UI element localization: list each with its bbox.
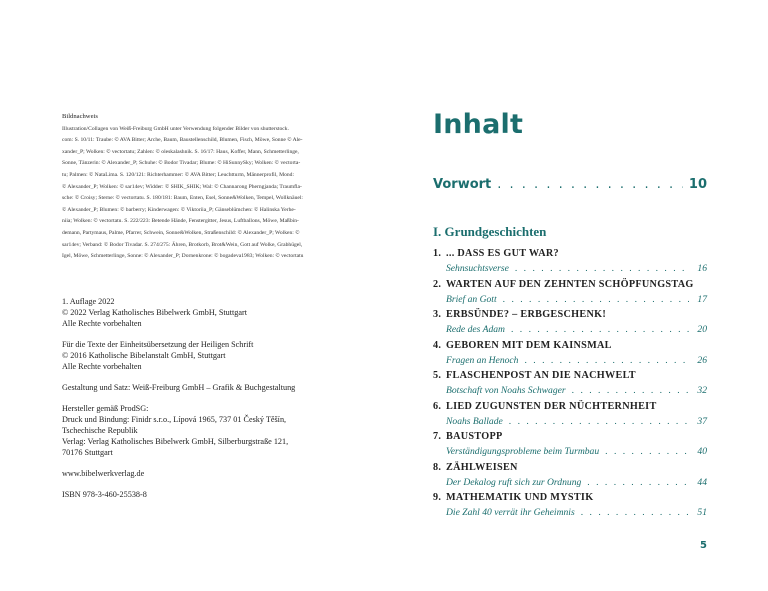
chapter-number: 4. — [433, 339, 442, 351]
imprint-block — [62, 403, 362, 458]
chapter-number: 9. — [433, 492, 442, 503]
credits-line: Illustration/Collagen von Weiß-Freiburg GmbH unter Verwendung folgender Bilder von shutterstock. — [62, 125, 289, 132]
chapter-heading — [433, 490, 707, 505]
subchapter-line — [433, 261, 707, 276]
chapter-title: BAUSTOPP — [446, 431, 503, 442]
subchapter-page: 51 — [697, 507, 707, 518]
leader-dots — [515, 261, 689, 276]
imprint-line: 1. Auflage 2022 — [62, 297, 115, 306]
toc-entry — [433, 277, 707, 308]
right-page — [384, 0, 768, 591]
subchapter-title: Sehnsuchtsverse — [446, 263, 509, 274]
toc-entry — [433, 368, 707, 399]
toc-list — [433, 246, 707, 521]
chapter-title: GEBOREN MIT DEM KAINSMAL — [446, 339, 612, 351]
subchapter-page: 26 — [697, 354, 707, 366]
credits-line: sche: © Croisy; Sterne: © vectortatu. S. 180/181: Baum, Enten, Esel, Sonne&Wolken, Tempel, Wollknäuel: — [62, 195, 303, 202]
subchapter-page: 20 — [697, 324, 707, 335]
subchapter-page: 16 — [697, 263, 707, 274]
imprint-line: Gestaltung und Satz: Weiß-Freiburg GmbH – Grafik & Buchgestaltung — [62, 383, 296, 392]
imprint-line: © 2022 Verlag Katholisches Bibelwerk GmbH, Stuttgart — [62, 308, 248, 317]
imprint-line: ISBN 978-3-460-25538-8 — [62, 490, 147, 499]
leader-dots — [605, 444, 689, 459]
imprint-line: Alle Rechte vorbehalten — [62, 319, 142, 328]
imprint-line: Alle Rechte vorbehalten — [62, 362, 142, 371]
subchapter-line — [433, 353, 707, 368]
leader-dots — [503, 292, 689, 307]
imprint-line: www.bibelwerkverlag.de — [62, 469, 145, 478]
chapter-number: 2. — [433, 278, 442, 290]
toc-entry — [433, 307, 707, 338]
subchapter-line — [433, 444, 707, 459]
imprint-block — [62, 339, 362, 372]
vorwort-page: 10 — [688, 177, 707, 192]
credits-line: © Alexander_P; Wolken: © sar14ev; Widder: © SHIK_SHIK; Wal: © Channarong Pherngjanda; Traumfla- — [62, 183, 302, 190]
subchapter-line — [433, 292, 707, 307]
credits-line: niia; Wolken: © vectortatu. S. 222/223: Betende Hände, Fenstergitter, Jesus, Luftballons, Möwe, Maßbin- — [62, 218, 299, 225]
credits-text — [62, 124, 340, 263]
leader-dots — [497, 177, 683, 192]
subchapter-page: 37 — [697, 415, 707, 427]
toc-entry — [433, 246, 707, 277]
imprint — [62, 296, 362, 510]
chapter-heading — [433, 246, 707, 261]
subchapter-title: Rede des Adam — [446, 324, 505, 335]
credits-line: Sonne, Tänzerin: © Alexander_P; Schuhe: © Bodor Tivadar; Blume: © HiSunnySky; Wolken: © vectorta- — [62, 160, 301, 167]
imprint-line: © 2016 Katholische Bibelanstalt GmbH, Stuttgart — [62, 351, 226, 360]
credits-line: demann, Partymaus, Palme, Pfarrer, Schwein, Sonne&Wolken, Straßenschild: © Alexander_P; Wolken: © — [62, 229, 300, 236]
chapter-title: ERBSÜNDE? – ERBGESCHENK! — [446, 309, 607, 320]
subchapter-title: Fragen an Henoch — [446, 354, 519, 366]
subchapter-title: Brief an Gott — [446, 293, 497, 305]
imprint-line: Tschechische Republik — [62, 426, 138, 435]
imprint-block — [62, 296, 362, 329]
subchapter-line — [433, 475, 707, 490]
imprint-block — [62, 382, 362, 393]
imprint-block — [62, 468, 362, 479]
chapter-number: 5. — [433, 370, 442, 381]
toc-entry — [433, 399, 707, 430]
credits-line: Igel, Möwe, Schmetterlinge, Sonne: © Alexander_P; Dornenkrone: © bogadeva1983; Wolken: © vectortatu — [62, 253, 304, 260]
chapter-number: 3. — [433, 309, 442, 320]
chapter-title: MATHEMATIK UND MYSTIK — [446, 492, 594, 503]
credits-line: xander_P; Wolken: © vectortatu; Zahlen: © oleskalashnik. S. 16/17: Haus, Koffer, Mann, Schmetterlinge, — [62, 148, 299, 155]
subchapter-title: Botschaft von Noahs Schwager — [446, 385, 566, 396]
chapter-title: WARTEN AUF DEN ZEHNTEN SCHÖPFUNGSTAG — [446, 278, 694, 290]
subchapter-page: 32 — [697, 385, 707, 396]
subchapter-line — [433, 383, 707, 398]
chapter-heading — [433, 277, 707, 292]
subchapter-line — [433, 505, 707, 520]
chapter-number: 6. — [433, 400, 442, 412]
toc-entry — [433, 460, 707, 491]
chapter-number: 7. — [433, 431, 442, 442]
credits-line: tu; Palmen: © NataLima. S. 120/121: Richterhammer: © AVA Bitter; Leuchtturm, Männerprofil, Mond: — [62, 171, 295, 178]
chapter-title: FLASCHENPOST AN DIE NACHWELT — [446, 370, 636, 381]
leader-dots — [509, 414, 689, 429]
subchapter-line — [433, 414, 707, 429]
leader-dots — [511, 322, 689, 337]
toc-entry — [433, 338, 707, 369]
subchapter-title: Noahs Ballade — [446, 415, 503, 427]
subchapter-page: 17 — [697, 293, 707, 305]
chapter-number: 1. — [433, 248, 442, 259]
chapter-title: ... DASS ES GUT WAR? — [446, 248, 559, 259]
toc-title: Inhalt — [433, 109, 524, 140]
chapter-heading — [433, 429, 707, 444]
chapter-heading — [433, 399, 707, 414]
subchapter-title: Die Zahl 40 verrät ihr Geheimnis — [446, 507, 575, 518]
subchapter-title: Der Dekalog ruft sich zur Ordnung — [446, 476, 582, 488]
leader-dots — [587, 475, 689, 490]
imprint-line: Verlag: Verlag Katholisches Bibelwerk GmbH, Silberburgstraße 121, — [62, 437, 289, 446]
vorwort-label: Vorwort — [433, 177, 492, 192]
imprint-line: 70176 Stuttgart — [62, 448, 113, 457]
image-credits — [62, 111, 340, 263]
toc-entry-vorwort — [433, 177, 707, 192]
imprint-line: Druck und Bindung: Finidr s.r.o., Lípová 1965, 737 01 Český Těšín, — [62, 415, 287, 424]
subchapter-page: 44 — [697, 476, 707, 488]
chapter-number: 8. — [433, 461, 442, 473]
toc-entry — [433, 490, 707, 521]
chapter-heading — [433, 338, 707, 353]
imprint-line: Für die Texte der Einheitsübersetzung der Heiligen Schrift — [62, 340, 254, 349]
leader-dots — [572, 383, 689, 398]
subchapter-line — [433, 322, 707, 337]
chapter-title: LIED ZUGUNSTEN DER NÜCHTERNHEIT — [446, 400, 657, 412]
credits-line: © Alexander_P; Blumen: © barberry; Kinderwagen: © Viktoriia_P; Gänseblümchen: © Halinska Yerhe- — [62, 206, 296, 213]
subchapter-page: 40 — [697, 446, 707, 457]
credits-line: com: S. 10/11: Traube: © AVA Bitter; Arche, Baum, Baustellenschild, Blumen, Fisch, Möwe, Sonne © Ale- — [62, 137, 303, 144]
leader-dots — [524, 353, 689, 368]
chapter-heading — [433, 307, 707, 322]
page-number: 5 — [700, 540, 707, 551]
credits-heading: Bildnachweis — [62, 113, 98, 120]
toc-entry — [433, 429, 707, 460]
imprint-line: Hersteller gemäß ProdSG: — [62, 404, 149, 413]
credits-line: sar14ev; Verband: © Bodor Tivadar. S. 274/275: Ähren, Brotkorb, Brot&Wein, Gott auf Wolke, Grabhügel, — [62, 241, 303, 248]
imprint-block — [62, 489, 362, 500]
leader-dots — [581, 505, 689, 520]
chapter-heading — [433, 460, 707, 475]
chapter-heading — [433, 368, 707, 383]
subchapter-title: Verständigungsprobleme beim Turmbau — [446, 446, 600, 457]
chapter-title: ZÄHLWEISEN — [446, 461, 518, 473]
section-title: I. Grundgeschichten — [433, 224, 547, 239]
